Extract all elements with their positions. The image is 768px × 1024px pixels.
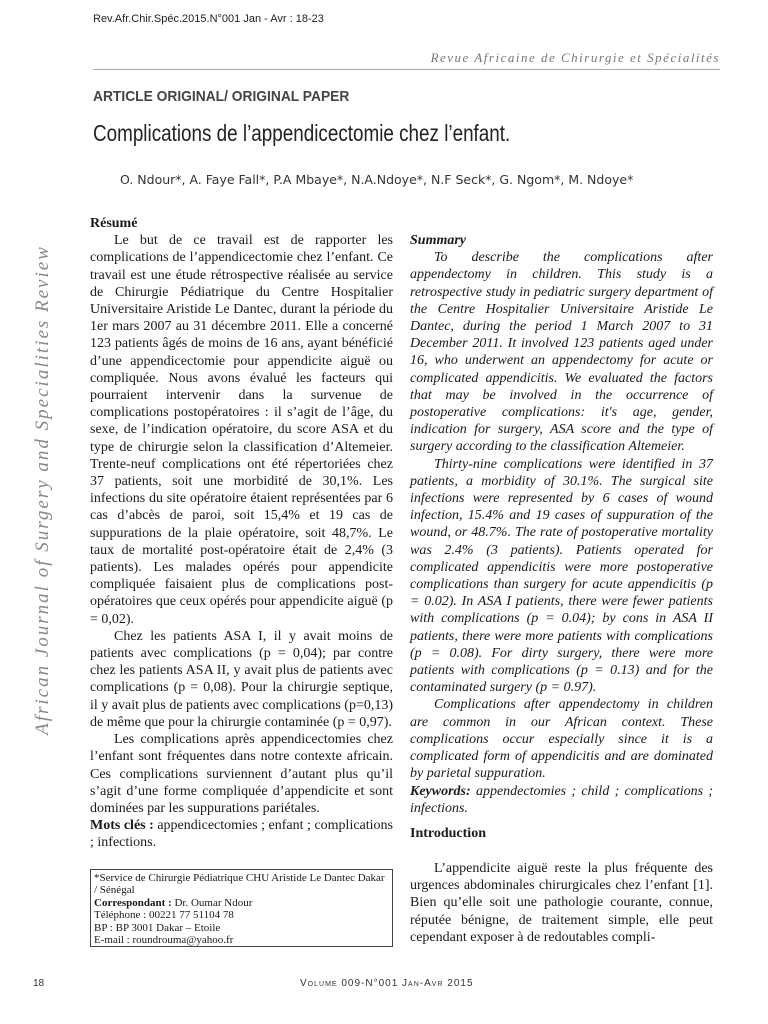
keywords-label: Keywords: (410, 783, 471, 799)
resume-paragraph: Les complications après appendicectomies chez l’enfant sont fréquentes dans notre contexte africain. Ces complications surviennent d’autant plus qu’il s’agit d’une forme compliquée d’appendicite et sont dominées par les suppurations pariétales. (90, 732, 393, 816)
keywords-label: Mots clés : (90, 818, 154, 834)
affiliation-bp: BP : BP 3001 Dakar – Etoile (94, 921, 221, 934)
resume-section (90, 215, 393, 852)
summary-heading: Summary (410, 233, 467, 248)
resume-paragraph: Chez les patients ASA I, il y avait moins de patients avec complications (p = 0,04); par contre chez les patients ASA II, y avait plus de patients avec complications (p = 0,08). Pour la chirurgie septique, il y avait plus de patients avec complications (p=0,13) de même que pour la chirurgie contaminée (p = 0,97). (90, 628, 393, 730)
resume-heading: Résumé (90, 216, 138, 231)
article-title: Complications de l’appendicectomie chez l’enfant. (93, 120, 511, 146)
summary-paragraph: Complications after appendectomy in children are common in our African context. These complications occur especially since it is a complicated form of appendicitis and are dominated by parietal suppuration. (410, 697, 713, 782)
affiliation-email: E-mail : roundrouma@yahoo.fr (94, 934, 234, 947)
page-number: 18 (33, 978, 45, 989)
side-watermark-text: African Journal of Surgery and Specialities Review (32, 245, 53, 735)
correspondent-value: Dr. Oumar Ndour (171, 896, 253, 909)
header-divider (93, 69, 720, 70)
side-watermark (32, 240, 54, 740)
summary-paragraph: Thirty-nine complications were identified in 37 patients, a morbidity of 30.1%. The surgical site infections were represented by 6 cases of wound infection, 15.4% and 19 cases of suppuration of the wound, or 48.7%. The rate of postoperative mortality was 2.4% (3 patients). Patients operated for complicated appendicitis were more postoperative complications than surgery for acute appendicitis (p = 0.02). In ASA I patients, there were fewer patients with complications (p = 0.04); by cons in ASA II patients, there were more patients with complications (p = 0.08). For dirty surgery, there were more patients with complications (p = 0.13) and for the contaminated surgery (p = 0.97). (410, 456, 713, 696)
summary-section (410, 232, 713, 817)
affiliation-correspondent (94, 897, 389, 909)
journal-name: Revue Africaine de Chirurgie et Spécialités (430, 50, 720, 65)
affiliation-service: *Service de Chirurgie Pédiatrique CHU Aristide Le Dantec Dakar / Sénégal (94, 872, 385, 897)
section-label: ARTICLE ORIGINAL/ ORIGINAL PAPER (93, 88, 350, 105)
author-list: O. Ndour*, A. Faye Fall*, P.A Mbaye*, N.A.Ndoye*, N.F Seck*, G. Ngom*, M. Ndoye* (120, 172, 634, 187)
affiliation-phone: Téléphone : 00221 77 51104 78 (94, 909, 234, 922)
correspondent-label: Correspondant : (94, 896, 172, 909)
introduction-paragraph: L’appendicite aiguë reste la plus fréquente des urgences abdominales chirurgicales chez l’enfant [1]. Bien qu’elle soit une pathologie courante, connue, réputée bénigne, de traitement simple, elle peut cependant exposer à de redoutables compli- (410, 861, 713, 945)
introduction-section (410, 860, 713, 946)
summary-keywords (410, 783, 713, 817)
summary-paragraph: To describe the complications after appendectomy in children. This study is a retrospective study in pediatric surgery department of the Centre Hospitalier Universitaire Aristide Le Dantec, during the period 1 March 2007 to 31 December 2011. It involved 123 patients aged under 16, who underwent an appendectomy for acute or complicated appendicitis. We evaluated the factors that may be involved in the occurrence of postoperative complications: it's age, gender, indication for surgery, ASA score and the type of surgery according to the classification Altemeier. (410, 250, 713, 455)
keywords-value: appendectomies ; child ; complications ; infections. (410, 783, 713, 816)
journal-citation: Rev.Afr.Chir.Spéc.2015.N°001 Jan - Avr : 18-23 (93, 13, 324, 25)
affiliation-box (90, 869, 393, 947)
keywords-value: appendicectomies ; enfant ; complications ; infections. (90, 818, 393, 851)
resume-paragraph: Le but de ce travail est de rapporter les complications de l’appendicectomie chez l’enfant. Ce travail est une étude rétrospective réalisée au service de Chirurgie Pédiatrique du Centre Hospitalier Universitaire Aristide Le Dantec, durant la période du 1er mars 2007 au 31 décembre 2011. Elle a concerné 123 patients âgés de moins de 16 ans, ayant bénéficié d’une appendicectomie pour appendicite aiguë ou compliquée. Nous avons évalué les facteurs qui pourraient intervenir dans la survenue de complications postopératoires : il s’agit de l’âge, du sexe, de l’indication opératoire, du score ASA et du type de chirurgie selon la classification d’Altemeier. Trente-neuf complications ont été répertoriées chez 37 patients, soit une morbidité de 30,1%. Les infections du site opératoire étaient représentées par 6 cas d’abcès de paroi, soit 15,4% et 19 cas de suppurations de la plaie opératoire, soit 48,7%. Le taux de mortalité post-opératoire était de 2,4% (3 patients). Les malades opérés pour appendicite compliquée faisaient plus de complications post-opératoires que ceux opérés pour appendicite aiguë (p = 0,02). (90, 233, 393, 627)
introduction-heading: Introduction (410, 826, 486, 841)
footer-volume: Volume 009-N°001 Jan-Avr 2015 (300, 978, 474, 989)
resume-keywords (90, 817, 393, 851)
